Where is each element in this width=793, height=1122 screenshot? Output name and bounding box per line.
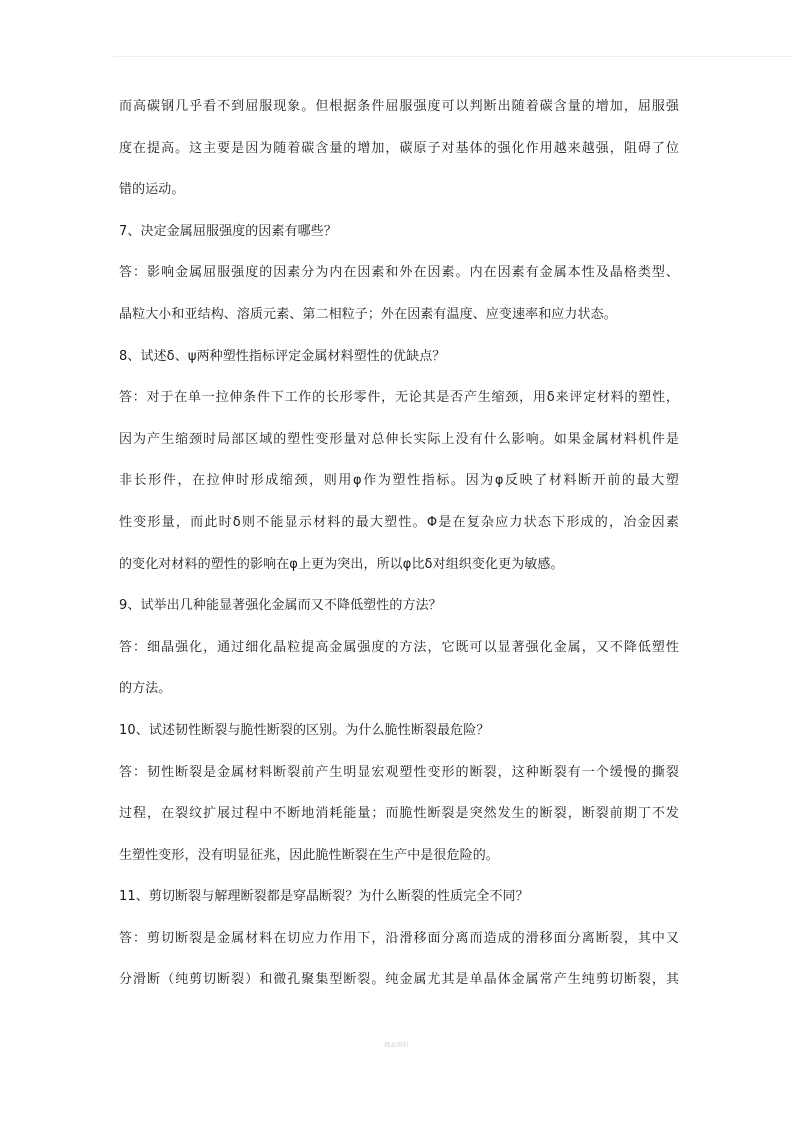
answer-line: 的方法。 (119, 681, 172, 697)
header-rule (113, 56, 793, 57)
answer-line: 答：细晶强化，通过细化晶粒提高金属强度的方法，它既可以显著强化金属，又不降低塑性 (119, 639, 679, 655)
document-body (119, 86, 679, 1001)
answer-line: 答：对于在单一拉伸条件下工作的长形零件，无论其是否产生缩颈，用δ来评定材料的塑性， (119, 390, 679, 406)
answer-line: 答：剪切断裂是金属材料在切应力作用下，沿滑移面分离而造成的滑移面分离断裂，其中又 (119, 930, 679, 946)
question-heading: 10、试述韧性断裂与脆性断裂的区别。为什么脆性断裂最危险？ (119, 722, 490, 738)
footer-watermark: 精品资料 (384, 1042, 409, 1049)
answer-line: 生塑性变形，没有明显征兆，因此脆性断裂在生产中是很危险的。 (119, 847, 499, 863)
question-heading: 9、试举出几种能显著强化金属而又不降低塑性的方法？ (119, 598, 442, 614)
answer-line: 过程，在裂纹扩展过程中不断地消耗能量；而脆性断裂是突然发生的断裂，断裂前期丁不发 (119, 806, 679, 822)
answer-line: 答：韧性断裂是金属材料断裂前产生明显宏观塑性变形的断裂，这种断裂有一个缓慢的撕裂 (119, 764, 679, 780)
question-heading: 7、决定金属屈服强度的因素有哪些？ (119, 223, 337, 239)
question-heading: 8、试述δ、ψ两种塑性指标评定金属材料塑性的优缺点？ (119, 348, 446, 364)
question-heading: 11、剪切断裂与解理断裂都是穿晶断裂？为什么断裂的性质完全不同？ (119, 889, 529, 905)
answer-line: 性变形量，而此时δ则不能显示材料的最大塑性。Φ是在复杂应力状态下形成的，冶金因素 (119, 514, 679, 530)
answer-line: 因为产生缩颈时局部区域的塑性变形量对总伸长实际上没有什么影响。如果金属材料机件是 (119, 431, 679, 447)
answer-line: 的变化对材料的塑性的影响在φ上更为突出，所以φ比δ对组织变化更为敏感。 (119, 556, 564, 572)
text-line: 而高碳钢几乎看不到屈服现象。但根据条件屈服强度可以判断出随着碳含量的增加，屈服强 (119, 99, 679, 114)
answer-line: 晶粒大小和亚结构、溶质元素、第二相粒子；外在因素有温度、应变速率和应力状态。 (119, 306, 617, 322)
answer-line: 非长形件，在拉伸时形成缩颈，则用φ作为塑性指标。因为φ反映了材料断开前的最大塑 (119, 473, 679, 489)
text-line: 度在提高。这主要是因为随着碳含量的增加，碳原子对基体的强化作用越来越强，阻碍了位 (119, 140, 679, 156)
answer-line: 答：影响金属屈服强度的因素分为内在因素和外在因素。内在因素有金属本性及晶格类型、 (119, 265, 679, 281)
answer-line: 分滑断（纯剪切断裂）和微孔聚集型断裂。纯金属尤其是单晶体金属常产生纯剪切断裂，其 (119, 972, 679, 988)
text-line: 错的运动。 (119, 182, 185, 198)
